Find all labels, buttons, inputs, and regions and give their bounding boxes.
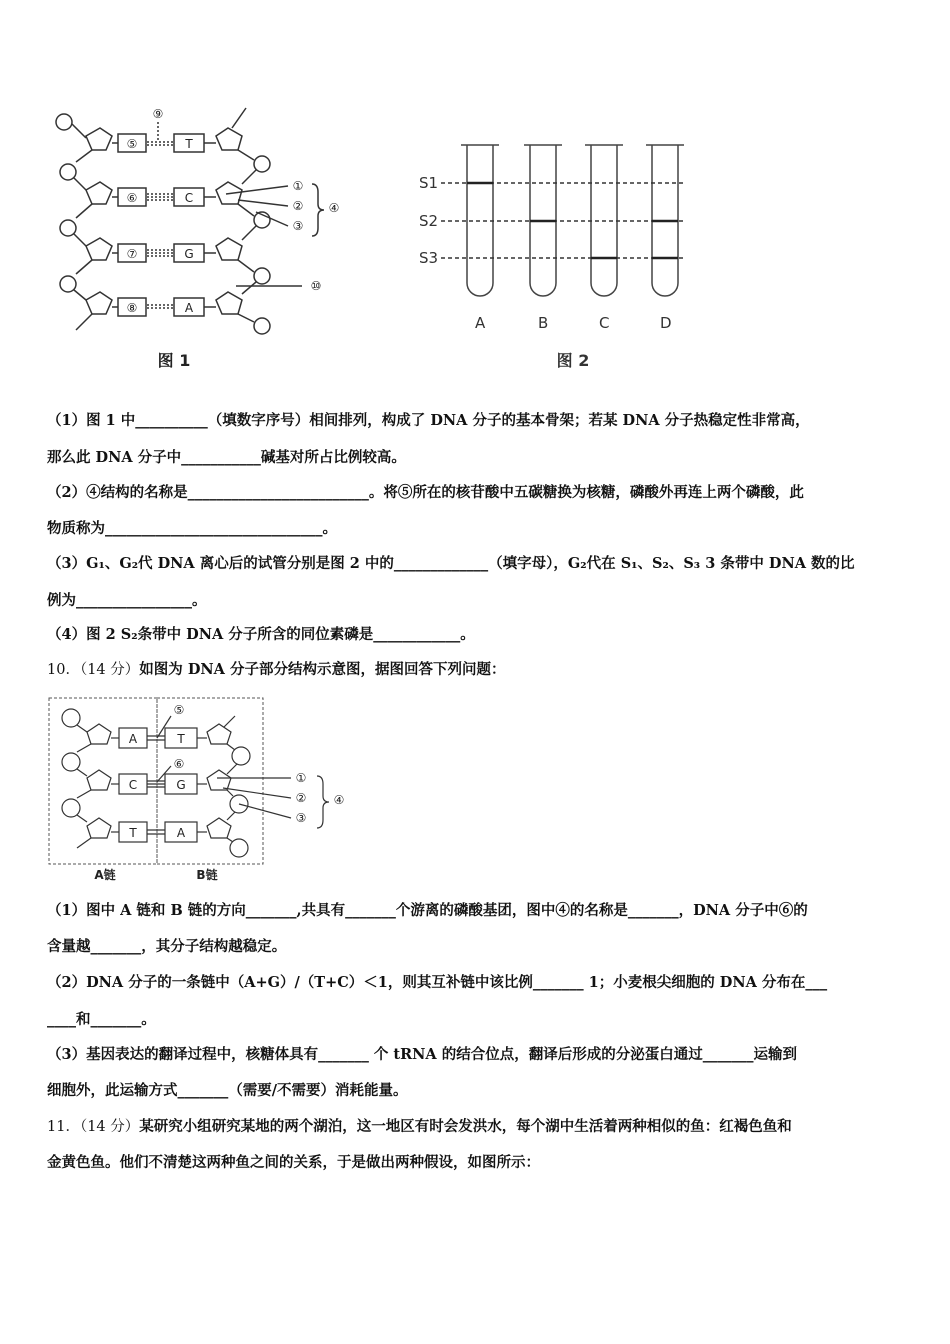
label-4: ④ xyxy=(328,201,340,215)
label-3: ③ xyxy=(295,811,307,825)
right-base-label: G xyxy=(176,778,186,792)
q10-line-3: （2）DNA 分子的一条链中（A+G）/（T+C）＜1，则其互补链中该比例_______ 1；小麦根尖细胞的 DNA 分布在___ xyxy=(47,974,828,991)
label-2: ② xyxy=(295,791,307,805)
figure-2-caption: 图 2 xyxy=(556,351,590,370)
figure-1-dna-diagram xyxy=(50,100,360,380)
label-4: ④ xyxy=(333,793,345,807)
label-10: ⑩ xyxy=(310,279,322,293)
right-base-label: T xyxy=(177,732,185,746)
q10-line-5: （3）基因表达的翻译过程中，核糖体具有_______ 个 tRNA 的结合位点，翻译后形成的分泌蛋白通过_______运输到 xyxy=(47,1046,797,1063)
label-7: ⑦ xyxy=(126,247,138,261)
band-label-s1: S1 xyxy=(419,174,439,192)
base-label: C xyxy=(184,191,194,205)
chain-a-label: A链 xyxy=(94,868,116,882)
q10-line-4: ____和_______。 xyxy=(47,1011,156,1028)
base-label: A xyxy=(184,301,194,315)
label-9: ⑨ xyxy=(152,107,164,121)
q9-line-3: （2）④结构的名称是_________________________。将⑤所在的核苷酸中五碳糖换为核糖，磷酸外再连上两个磷酸，此 xyxy=(47,484,804,501)
figure-2-centrifuge-tubes xyxy=(415,135,705,380)
q11-line-2: 金黄色鱼。他们不清楚这两种鱼之间的关系，于是做出两种假设，如图所示： xyxy=(47,1154,540,1171)
q9-line-2: 那么此 DNA 分子中___________碱基对所占比例较高。 xyxy=(47,449,406,466)
base-label: G xyxy=(184,247,194,261)
label-5: ⑤ xyxy=(126,137,138,151)
q9-line-6: 例为________________。 xyxy=(47,592,207,609)
q9-line-1: （1）图 1 中__________（填数字序号）相间排列，构成了 DNA 分子的基本骨架；若某 DNA 分子热稳定性非常高， xyxy=(47,412,810,429)
q9-line-4: 物质称为______________________________。 xyxy=(47,520,337,537)
label-3: ③ xyxy=(292,219,304,233)
label-2: ② xyxy=(292,199,304,213)
label-1: ① xyxy=(292,179,304,193)
q10-line-2: 含量越_______，其分子结构越稳定。 xyxy=(47,938,287,955)
q9-line-7: （4）图 2 S₂条带中 DNA 分子所含的同位素磷是____________。 xyxy=(47,626,475,643)
q10-header xyxy=(47,659,505,681)
label-1: ① xyxy=(295,771,307,785)
left-base-label: A xyxy=(128,732,138,746)
right-base-label: A xyxy=(176,826,186,840)
label-5: ⑤ xyxy=(173,703,185,717)
base-label: T xyxy=(185,137,193,151)
left-base-label: T xyxy=(129,826,137,840)
label-6: ⑥ xyxy=(173,757,185,771)
q11-line-1 xyxy=(47,1116,792,1138)
chain-b-label: B链 xyxy=(196,868,218,882)
band-label-s3: S3 xyxy=(419,249,439,267)
q10-header-text: 如图为 DNA 分子部分结构示意图，据图回答下列问题： xyxy=(139,661,506,678)
q10-line-6: 细胞外，此运输方式_______（需要/不需要）消耗能量。 xyxy=(47,1082,408,1099)
q11-text-1: 某研究小组研究某地的两个湖泊，这一地区有时会发洪水，每个湖中生活着两种相似的鱼：红褐色鱼和 xyxy=(139,1118,792,1135)
q10-number: 10．（14 分） xyxy=(47,662,140,678)
q10-line-1: （1）图中 A 链和 B 链的方向_______,共具有_______个游离的磷酸基团，图中④的名称是_______，DNA 分子中⑥的 xyxy=(47,902,808,919)
q9-line-5: （3）G₁、G₂代 DNA 离心后的试管分别是图 2 中的_____________（填字母），G₂代在 S₁、S₂、S₃ 3 条带中 DNA 数的比 xyxy=(47,555,855,572)
tube-label-a: A xyxy=(475,314,486,332)
tube-label-c: C xyxy=(599,314,610,332)
q11-number: 11．（14 分） xyxy=(47,1119,140,1135)
tube-label-b: B xyxy=(538,314,549,332)
figure-q10-dna-diagram xyxy=(47,692,357,887)
left-base-label: C xyxy=(128,778,138,792)
band-label-s2: S2 xyxy=(419,212,439,230)
label-6: ⑥ xyxy=(126,191,138,205)
label-8: ⑧ xyxy=(126,301,138,315)
tube-label-d: D xyxy=(660,314,672,332)
figure-1-caption: 图 1 xyxy=(157,351,191,370)
